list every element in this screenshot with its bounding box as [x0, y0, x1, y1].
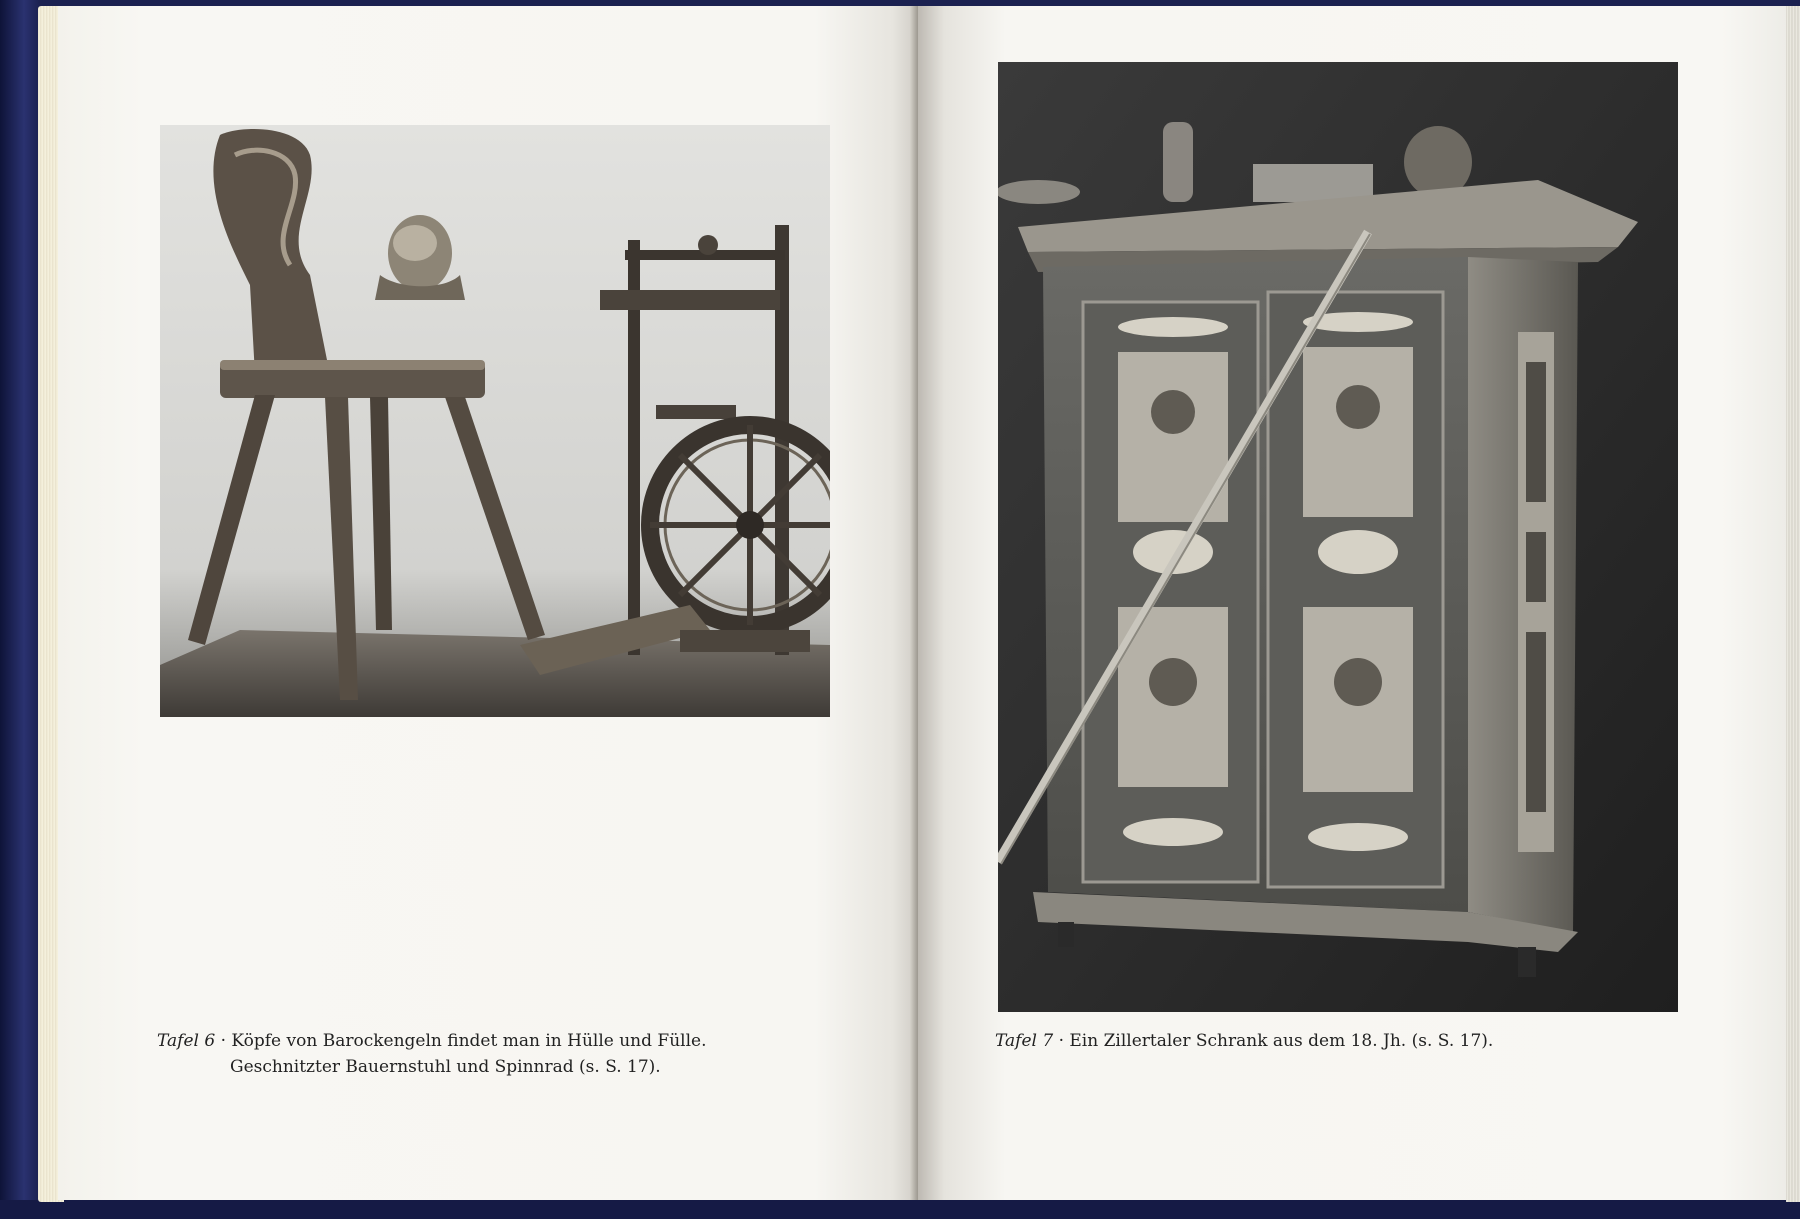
plate-6-caption: [157, 1028, 707, 1080]
zillertal-cabinet-photo: [998, 62, 1678, 1012]
plate-number: Tafel 6: [157, 1031, 216, 1051]
caption-line-2: [157, 1054, 707, 1080]
caption-text: Ein Zillertaler Schrank aus dem 18. Jh. (s. S. 17).: [1069, 1031, 1494, 1051]
plate-6-photo: [160, 125, 830, 717]
plate-separator: ·: [1058, 1031, 1064, 1051]
caption-text-1: Köpfe von Barockengeln findet man in Hülle und Fülle.: [231, 1031, 707, 1051]
caption-text-2: Geschnitzter Bauernstuhl und Spinnrad (s. S. 17).: [230, 1057, 661, 1077]
plate-separator: ·: [220, 1031, 226, 1051]
page-edges-right: [1786, 6, 1800, 1202]
chair-spinning-wheel-photo: [160, 125, 830, 717]
plate-7-photo: [998, 62, 1678, 1012]
plate-7-caption: [995, 1028, 1493, 1054]
caption-line-1: [157, 1028, 707, 1054]
book-cover-spine: [0, 0, 40, 1219]
book-cover-edge: [0, 1200, 1800, 1219]
plate-number: Tafel 7: [995, 1031, 1054, 1051]
